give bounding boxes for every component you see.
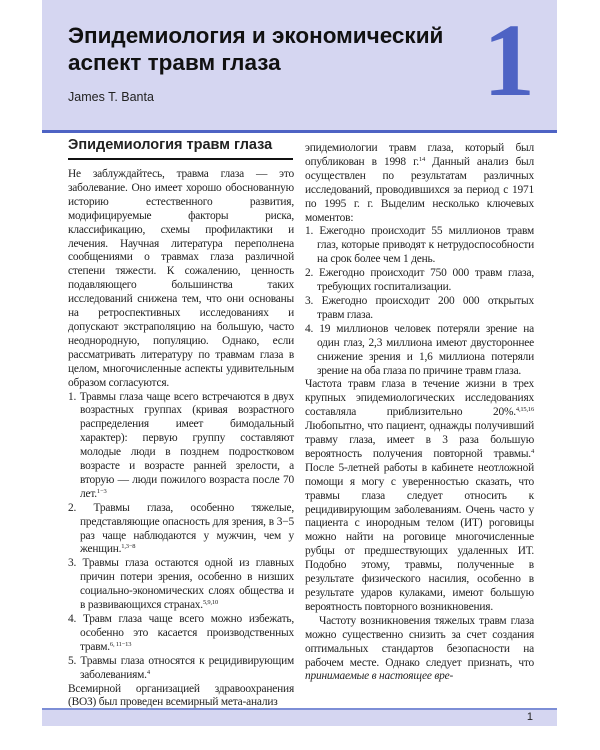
text: Частоту возникновения тяжелых травм глаза можно существенно снизить за счет создания оптимальных стандартов безопасности на рабочем месте. Однако следует признать, что: [305, 614, 534, 669]
citation: 6, 11−13: [109, 640, 132, 648]
right-column: [305, 142, 534, 684]
list-item-text: 3. Травмы глаза остаются одной из главных причин потери зрения, особенно в низших социально-экономических слоях общества и в развивающихся странах.: [68, 557, 294, 612]
key-points-list: [68, 391, 294, 683]
who-list: [305, 225, 534, 378]
italic-text: принимаемые в настоящее вре-: [305, 670, 454, 683]
frequency-paragraph: [305, 378, 534, 614]
citation: 4: [146, 668, 150, 676]
section-heading: Эпидемиология травм глаза: [68, 137, 293, 160]
list-item: 3. Ежегодно происходит 200 000 открытых травм глаза.: [305, 294, 534, 321]
citation: 4: [530, 447, 534, 455]
citation: 1,3−8: [121, 543, 136, 551]
citation: 5,9,10: [202, 599, 219, 607]
page-footer: [42, 708, 557, 726]
intro-paragraph: Не заблуждайтесь, травма глаза — это заболевание. Оно имеет хорошо обоснованную историю естественного развития, модифицируемые факторы риска, классификацию, схемы профилактики и лечения. Научная литература переполнена сообщениями о травмах глаза различной степени тяжести. К сожалению, ценность подавляющего большинства таких исследований снижена тем, что они основаны на ретроспективных исследованиях и допускают экстраполяцию на большую, часто неоднородную, популяцию. Однако, если рассматривать литературу по травмам глаза в целом, многочисленные аспекты удивительным образом согласуются.: [68, 168, 294, 389]
left-column: [68, 168, 294, 710]
list-item-text: 2. Травмы глаза, особенно тяжелые, представляющие опасность для зрения, в 3−5 раз чаще наблюдаются у мужчин, чем у женщин.: [68, 501, 294, 556]
list-item-text: 1. Травмы глаза чаще всего встречаются в двух возрастных группах (кривая возрастного распределения имеет бимодальный характер): первую группу составляют молодые люди в позднем подростковом возрасте и возрасте ранней зрелости, а вторую — люди пожилого возраста после 70 лет.: [68, 390, 294, 500]
text: Любопытно, что пациент, однажды получивший травму глаза, имеет в 3 раза большую вероятность получения повторной травмы.: [305, 420, 534, 460]
list-item: [68, 557, 294, 613]
list-item: 4. 19 миллионов человек потеряли зрение на один глаз, 2,3 миллиона имеют двустороннее снижение зрения и 1,6 миллиона потеряли зрение на оба глаза по причине травм глаза.: [305, 322, 534, 377]
chapter-title: Эпидемиология и экономический аспект травм глаза: [68, 23, 444, 75]
page-number: 1: [526, 711, 533, 723]
list-item: [68, 613, 294, 655]
text: После 5-летней работы в кабинете неотложной помощи я могу с уверенностью сказать, что травмы глаза следует относить к рецидивирующим заболеваниям. Очень часто у пациента с инородным телом (ИТ) роговицы можно найти на роговице многочисленные рубцы от предшествующих удаленных ИТ. Подобно этому, травмы, полученные в результате физического насилия, особенно в результате ударов кулаками, имеют большую вероятность повторного возникновения.: [305, 461, 534, 613]
list-item-text: 5. Травмы глаза относятся к рецидивирующим заболеваниям.: [68, 654, 294, 681]
text: эпидемиологии травм глаза, который был опубликован в 1998 г.: [305, 142, 534, 168]
text: Данный анализ был осуществлен по результатам различных исследований, проводившихся за период с 1971 по 1995 г. г. Выделим несколько ключевых моментов:: [305, 155, 534, 224]
safety-paragraph: [305, 615, 534, 685]
list-item: [68, 391, 294, 502]
list-item: 2. Ежегодно происходит 750 000 травм глаза, требующих госпитализации.: [305, 267, 534, 294]
citation: 4,15,16: [515, 406, 534, 414]
list-item: [68, 655, 294, 683]
list-item: 1. Ежегодно происходит 55 миллионов травм глаз, которые приводят к нетрудоспособности на срок более чем 1 день.: [305, 225, 534, 266]
chapter-number: 1: [483, 3, 535, 118]
text: Частота травм глаза в течение жизни в трех крупных эпидемиологических исследованиях составляла приблизительно 20%.: [305, 378, 534, 419]
who-paragraph: [305, 142, 534, 225]
outro-paragraph: Всемирной организацией здравоохранения (ВОЗ) был проведен всемирный мета-анализ: [68, 682, 294, 709]
citation: 1−3: [96, 487, 107, 495]
list-item: [68, 502, 294, 558]
citation: 14: [418, 155, 426, 163]
author: James T. Banta: [68, 90, 154, 104]
list-item-text: 4. Травм глаза чаще всего можно избежать, особенно это касается производственных травм.: [68, 613, 294, 653]
